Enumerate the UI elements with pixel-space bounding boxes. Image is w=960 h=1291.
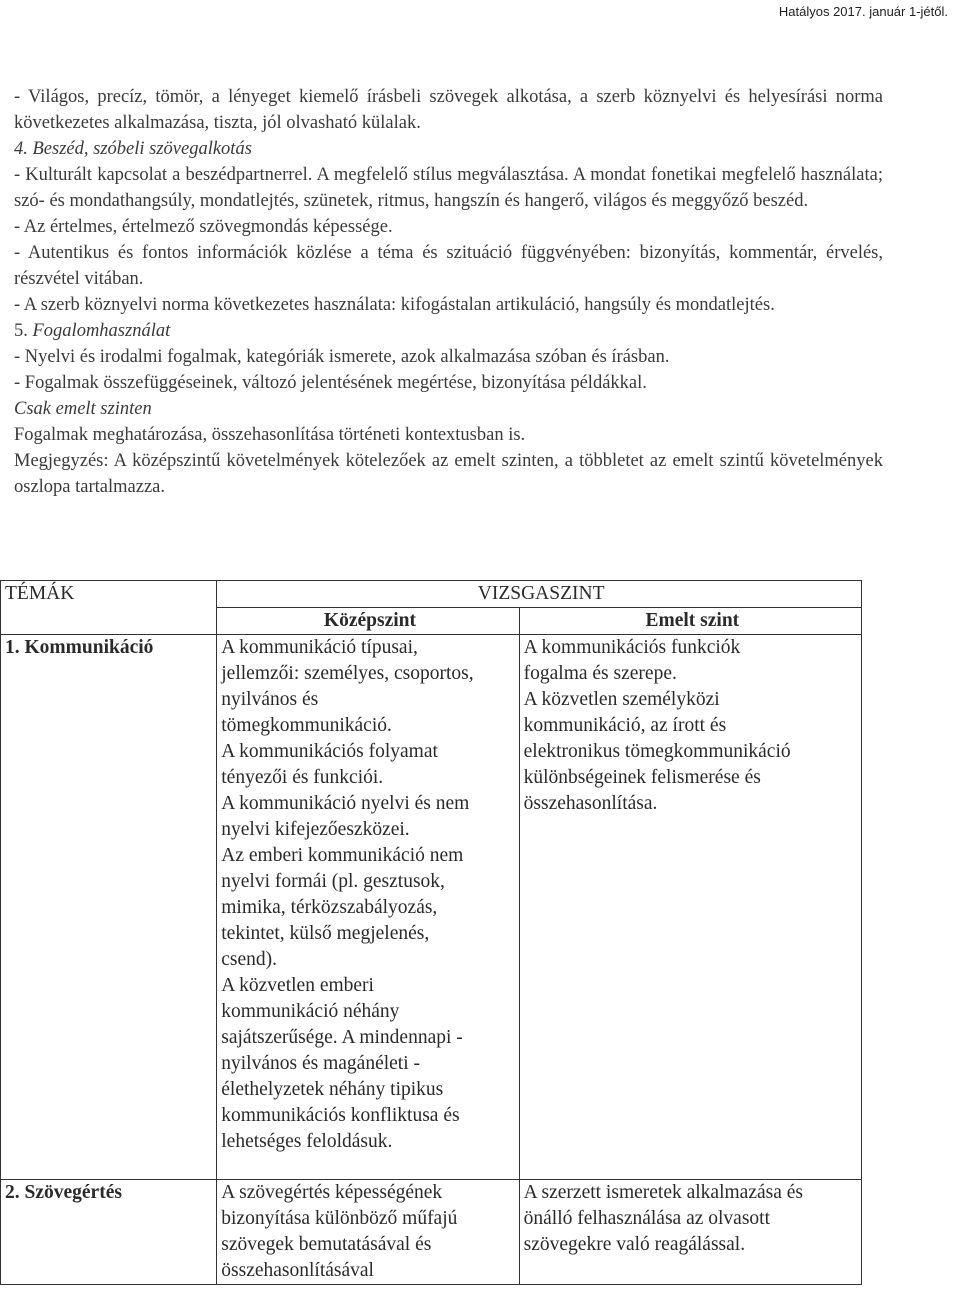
cell-text-line: kommunikáció néhány: [221, 1001, 400, 1022]
cell-text-line: A szerzett ismeretek alkalmazása és: [523, 1182, 804, 1203]
cell-text-line: Az emberi kommunikáció nem: [221, 845, 464, 866]
cell-text-line: különbségeinek felismerése és: [523, 767, 761, 788]
paragraph: - Kulturált kapcsolat a beszédpartnerrel. A megfelelő stílus megválasztása. A mondat fonetikai megfelelő használata; szó- és mondathangsúly, mondatlejtés, szünetek, ritmus, hangszín és hangerő, világos és meggyőző beszéd.: [14, 165, 883, 211]
header-mid: [217, 608, 519, 635]
paragraph: - Az értelmes, értelmező szövegmondás képessége.: [14, 217, 393, 237]
cell-text-line: bizonyítása különböző műfajú: [221, 1208, 458, 1229]
paragraph: - Autentikus és fontos információk közlése a téma és szituáció függvényében: bizonyítás, kommentár, érvelés, részvétel vitában.: [14, 243, 883, 289]
cell-text-line: sajátszerűsége. A mindennapi -: [221, 1027, 463, 1048]
high-cell: [519, 1180, 861, 1285]
requirements-table: [0, 580, 862, 1285]
paragraph: Fogalmak meghatározása, összehasonlítása történeti kontextusban is.: [14, 425, 526, 445]
cell-text-line: A kommunikáció nyelvi és nem: [221, 793, 470, 814]
topic-cell: [1, 635, 217, 1180]
topic-label: 2. Szövegértés: [5, 1182, 122, 1203]
cell-text-line: fogalma és szerepe.: [523, 663, 677, 684]
topic-label: 1. Kommunikáció: [5, 637, 154, 658]
cell-text-line: A kommunikációs funkciók: [523, 637, 741, 658]
cell-text-line: kommunikáció, az írott és: [523, 715, 727, 736]
cell-text-line: kommunikációs konfliktusa és: [221, 1105, 460, 1126]
cell-text-line: A közvetlen személyközi: [523, 689, 720, 710]
cell-text-line: nyilvános és: [221, 689, 319, 710]
cell-text-line: tekintet, külső megjelenés,: [221, 923, 430, 944]
cell-text-line: A szövegértés képességének: [221, 1182, 443, 1203]
paragraph: - A szerb köznyelvi norma következetes használata: kifogástalan artikuláció, hangsúly és mondatlejtés.: [14, 295, 775, 315]
section-title: Fogalomhasználat: [32, 321, 171, 341]
table-header-row: [1, 581, 862, 608]
cell-text-line: csend).: [221, 949, 278, 970]
note: Megjegyzés: A középszintű követelmények kötelezőek az emelt szinten, a többletet az emelt szintű követelmények oszlopa tartalmazza.: [14, 451, 883, 497]
cell-text-line: önálló felhasználása az olvasott: [523, 1208, 770, 1229]
cell-text-line: összehasonlításával: [221, 1260, 374, 1281]
cell-text-line: élethelyzetek néhány tipikus: [221, 1079, 444, 1100]
cell-text-line: nyilvános és magánéleti -: [221, 1053, 420, 1074]
table-row: [1, 1180, 862, 1285]
paragraph: - Világos, precíz, tömör, a lényeget kiemelő írásbeli szövegek alkotása, a szerb köznyelvi és helyesírási norma következetes alkalmazása, tiszta, jól olvasható külalak.: [14, 87, 883, 133]
header-topics: [1, 581, 217, 635]
section-heading-4: 4. Beszéd, szóbeli szövegalkotás: [14, 139, 252, 159]
page-header-validity: Hatályos 2017. január 1-jétől.: [778, 4, 948, 19]
table-row: [1, 635, 862, 1180]
cell-text-line: összehasonlítása.: [523, 793, 658, 814]
header-mid-label: Középszint: [323, 610, 416, 631]
topic-cell: [1, 1180, 217, 1285]
cell-text-line: A kommunikáció típusai,: [221, 637, 418, 658]
high-cell: [519, 635, 861, 1180]
header-high: [519, 608, 861, 635]
document-body: [14, 84, 883, 500]
section-number: 5.: [14, 321, 28, 341]
header-topics-label: TÉMÁK: [5, 583, 75, 604]
paragraph: - Nyelvi és irodalmi fogalmak, kategóriák ismerete, azok alkalmazása szóban és írásban.: [14, 347, 670, 367]
cell-text-line: elektronikus tömegkommunikáció: [523, 741, 791, 762]
header-level-label: VIZSGASZINT: [477, 583, 605, 604]
cell-text-line: A kommunikációs folyamat: [221, 741, 438, 762]
section-heading-5: [14, 318, 883, 344]
mid-cell: [217, 635, 519, 1180]
only-higher-label: Csak emelt szinten: [14, 399, 152, 419]
cell-text-line: A közvetlen emberi: [221, 975, 374, 996]
header-level: [217, 581, 862, 608]
header-high-label: Emelt szint: [645, 610, 740, 631]
cell-text-line: szövegek bemutatásával és: [221, 1234, 432, 1255]
cell-text-line: tényezői és funkciói.: [221, 767, 384, 788]
cell-text-line: lehetséges feloldásuk.: [221, 1131, 393, 1152]
cell-text-line: nyelvi formái (pl. gesztusok,: [221, 871, 445, 892]
cell-text-line: mimika, térközszabályozás,: [221, 897, 438, 918]
cell-text-line: nyelvi kifejezőeszközei.: [221, 819, 410, 840]
mid-cell: [217, 1180, 519, 1285]
paragraph: - Fogalmak összefüggéseinek, változó jelentésének megértése, bizonyítása példákkal.: [14, 373, 647, 393]
cell-text-line: tömegkommunikáció.: [221, 715, 392, 736]
cell-text-line: szövegekre való reagálással.: [523, 1234, 746, 1255]
cell-text-line: jellemzői: személyes, csoportos,: [221, 663, 474, 684]
